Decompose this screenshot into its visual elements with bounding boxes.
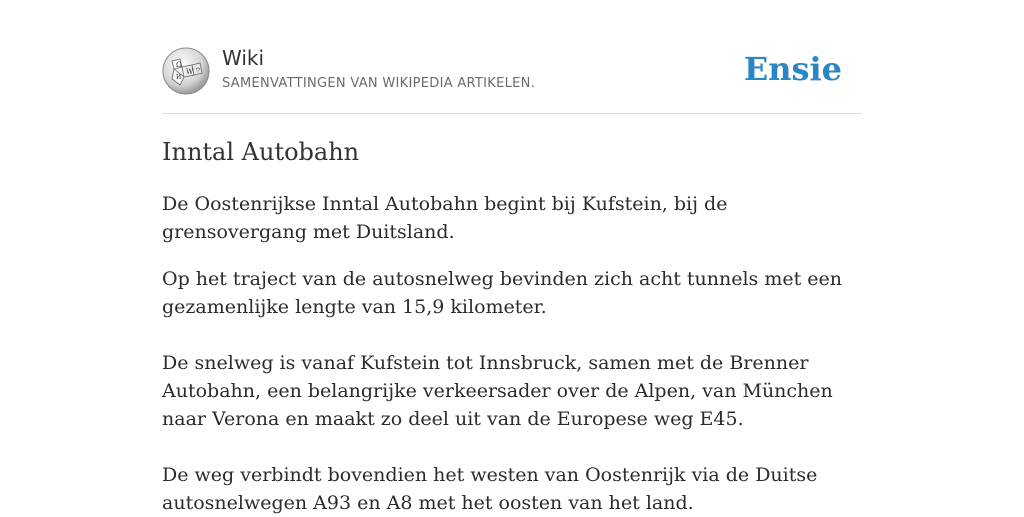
brand-logo[interactable]: Ensie — [743, 50, 842, 88]
svg-text:Ω: Ω — [176, 61, 182, 69]
article-paragraph-route: De snelweg is vanaf Kufstein tot Innsbruck, samen met de Brenner Autobahn, een belangrijke verkeersader over de Alpen, van München naar Verona en maakt zo deel uit van de Europese weg E45. — [162, 352, 833, 430]
article-paragraph-connection: De weg verbindt bovendien het westen van Oostenrijk via de Duitse autosnelwegen A93 en A8 met het oosten van het land. — [162, 464, 818, 514]
svg-text:ウ: ウ — [195, 67, 202, 74]
svg-text:W: W — [186, 68, 194, 76]
article-paragraph-tunnels: Op het traject van de autosnelweg bevinden zich acht tunnels met een gezamenlijke lengte van 15,9 kilometer. — [162, 268, 843, 318]
site-tagline: SAMENVATTINGEN VAN WIKIPEDIA ARTIKELEN. — [222, 76, 536, 91]
site-name[interactable]: Wiki — [222, 46, 265, 70]
wikipedia-globe-icon[interactable] — [162, 47, 210, 95]
site-header — [162, 0, 862, 114]
page — [162, 0, 862, 514]
article-title: Inntal Autobahn — [162, 138, 360, 166]
svg-text:И: И — [176, 74, 182, 81]
article-content — [162, 190, 862, 517]
article-paragraph-intro: De Oostenrijkse Inntal Autobahn begint bij Kufstein, bij de grensovergang met Duitsland. — [162, 193, 728, 243]
